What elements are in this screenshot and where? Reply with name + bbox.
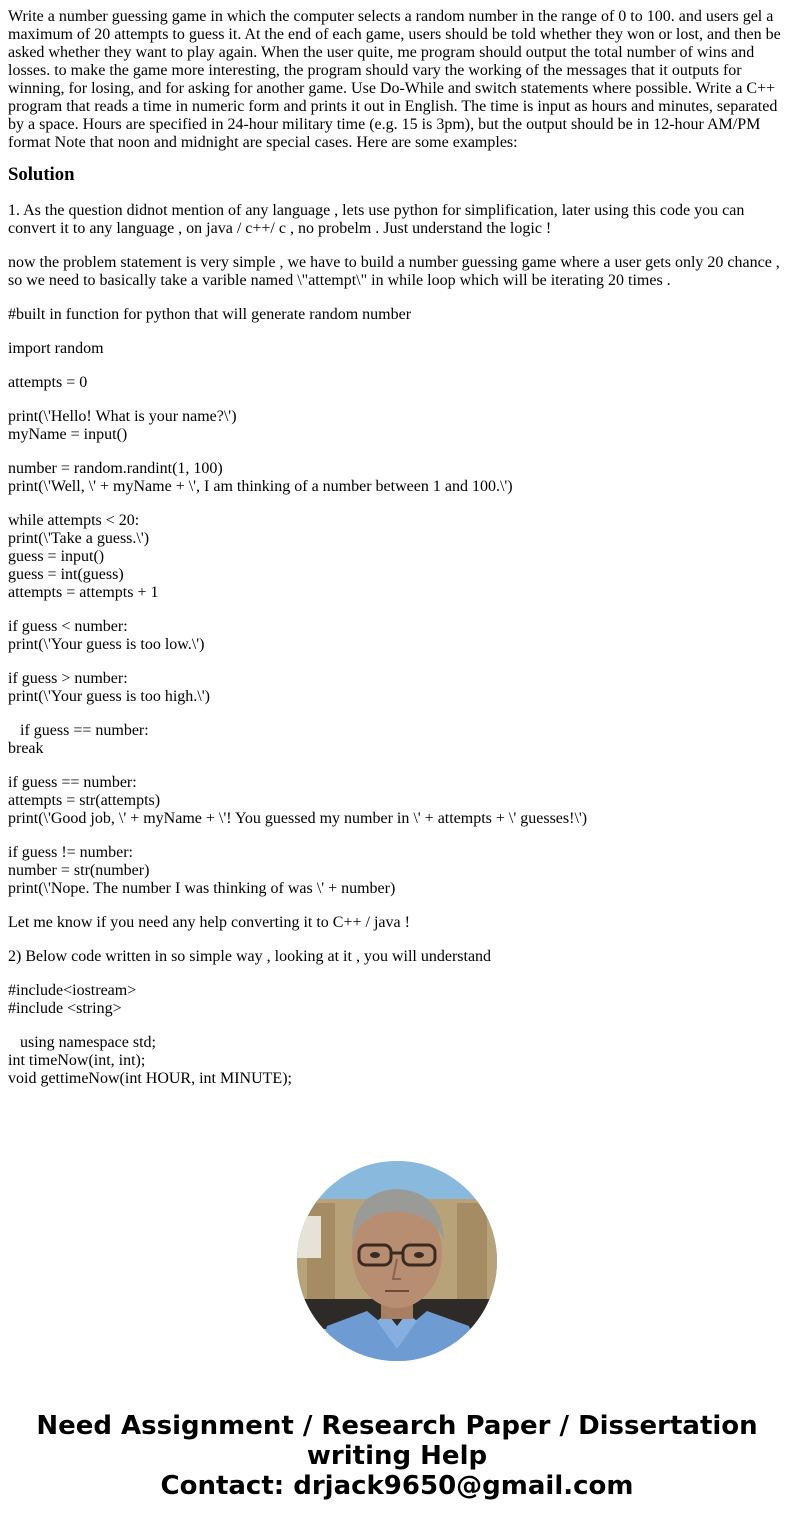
promo-line-2: writing Help [306,1441,488,1471]
profile-photo-icon [297,1161,497,1361]
code-line: print(\'Your guess is too low.\') [8,636,205,653]
promo-banner [0,1411,794,1501]
solution-heading: Solution [8,164,75,185]
cpp-code-block [8,982,786,1018]
code-line: if guess != number: [8,844,133,861]
code-line: using namespace std; [8,1034,156,1051]
closing-text: Let me know if you need any help converting it to C++ / java ! [8,914,410,931]
code-line: if guess > number: [8,670,128,687]
part-2-intro: 2) Below code written in so simple way , looking at it , you will understand [8,948,492,965]
code-block [8,618,786,654]
document-body [0,8,794,1088]
code-block [8,722,786,758]
code-line: number = random.randint(1, 100) [8,460,223,477]
code-line: if guess == number: [8,722,149,739]
code-line: if guess == number: [8,774,137,791]
code-line: print(\'Your guess is too high.\') [8,688,210,705]
code-line: print(\'Nope. The number I was thinking of was \' + number) [8,880,396,897]
cpp-code-block [8,1034,786,1088]
code-block [8,408,786,444]
avatar [297,1161,497,1361]
code-comment: #built in function for python that will generate random number [8,306,412,323]
intro-paragraph-2: now the problem statement is very simple , we have to build a number guessing game where a user gets only 20 chance , so we need to basically take a varible named \"attempt\" in while loop which will be iterating 20 times . [8,254,780,289]
promo-contact: Contact: drjack9650@gmail.com [160,1471,634,1501]
code-line: print(\'Hello! What is your name?\') [8,408,237,425]
code-line: guess = input() [8,548,105,565]
code-line: attempts = 0 [8,374,88,391]
question-text: Write a number guessing game in which the computer selects a random number in the range of 0 to 100. and users gel a maximum of 20 attempts to guess it. At the end of each game, users should be told whether they won or lost, and then be asked whether they want to play again. When the user quite, me program should output the total number of wins and losses. to make the game more interesting, the program should vary the working of the messages that it outputs for winning, for losing, and for asking for another game. Use Do-While and switch statements where possible. Write a C++ program that reads a time in numeric form and prints it out in English. The time is input as hours and minutes, separated by a space. Hours are specified in 24-hour military time (e.g. 15 is 3pm), but the output should be in 12-hour AM/PM format Note that noon and midnight are special cases. Here are some examples: [8,8,781,151]
code-line: while attempts < 20: [8,512,140,529]
code-block [8,670,786,706]
code-line: break [8,740,44,757]
code-line: if guess < number: [8,618,128,635]
promo-line-1: Need Assignment / Research Paper / Dissertation [36,1411,758,1441]
code-line: import random [8,340,104,357]
code-block [8,844,786,898]
code-line: myName = input() [8,426,128,443]
code-line: int timeNow(int, int); [8,1052,146,1069]
code-line: attempts = attempts + 1 [8,584,159,601]
code-line: guess = int(guess) [8,566,124,583]
code-block [8,460,786,496]
code-block [8,340,786,358]
code-line: print(\'Good job, \' + myName + \'! You guessed my number in \' + attempts + \' guesses!\') [8,810,588,827]
code-block [8,774,786,828]
intro-paragraph-1: 1. As the question didnot mention of any language , lets use python for simplification, later using this code you can convert it to any language , on java / c++/ c , no probelm . Just understand the logic ! [8,202,745,237]
code-line: attempts = str(attempts) [8,792,161,809]
code-line: #include<iostream> [8,982,137,999]
code-block [8,374,786,392]
code-line: #include <string> [8,1000,122,1017]
code-line: print(\'Take a guess.\') [8,530,150,547]
code-line: print(\'Well, \' + myName + \', I am thinking of a number between 1 and 100.\') [8,478,513,495]
code-line: void gettimeNow(int HOUR, int MINUTE); [8,1070,292,1087]
code-block [8,512,786,602]
code-line: number = str(number) [8,862,150,879]
